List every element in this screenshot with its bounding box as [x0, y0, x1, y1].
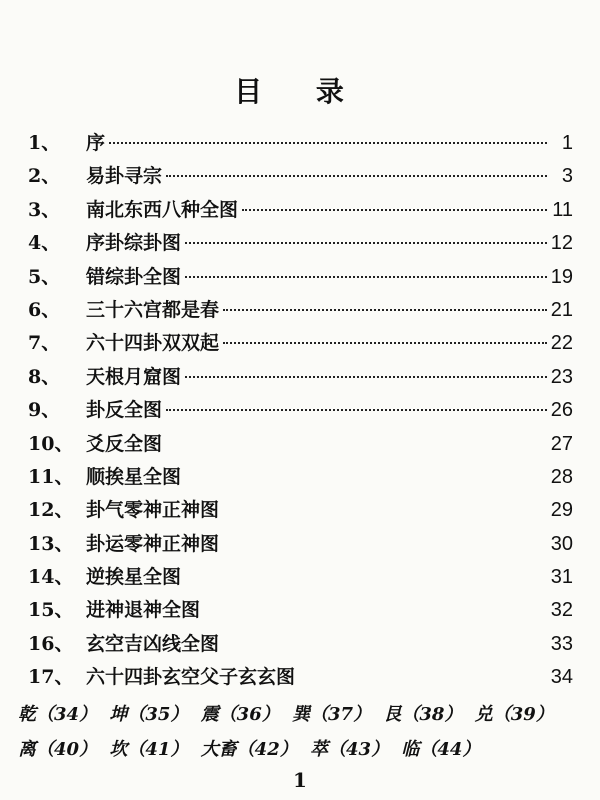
entry-page: 33 — [550, 632, 573, 655]
table-of-contents — [28, 128, 573, 696]
sub-entry[interactable]: 萃（43） — [310, 739, 390, 760]
dot-leader — [223, 543, 547, 545]
entry-number: 8、 — [28, 365, 61, 388]
dot-leader — [299, 676, 547, 678]
entry-label: 卦气零神正神图 — [86, 499, 220, 522]
entry-page: 3 — [561, 165, 573, 188]
toc-entry[interactable] — [28, 529, 573, 562]
toc-entry[interactable] — [28, 228, 573, 261]
toc-entry[interactable] — [28, 128, 573, 161]
entry-page: 32 — [550, 599, 573, 622]
toc-entry[interactable] — [28, 395, 573, 428]
entry-page: 28 — [550, 465, 573, 488]
sub-entry[interactable]: 临（44） — [401, 739, 481, 760]
entry-page: 22 — [550, 332, 573, 355]
entry-page: 27 — [550, 432, 573, 455]
toc-entry[interactable] — [28, 429, 573, 462]
entry-page: 31 — [550, 566, 573, 589]
entry-page: 1 — [561, 132, 573, 154]
entry-number: 11、 — [28, 465, 74, 488]
entry-number: 5、 — [28, 265, 61, 288]
toc-entry[interactable] — [28, 195, 573, 228]
entry-number: 9、 — [28, 399, 61, 422]
entry-page: 23 — [550, 365, 573, 388]
entry-number: 15、 — [28, 599, 74, 622]
entry-page: 26 — [550, 399, 573, 422]
dot-leader — [185, 242, 547, 244]
entry-page: 19 — [550, 265, 573, 288]
sub-entry[interactable]: 乾（34） — [18, 704, 98, 725]
entry-number: 17、 — [28, 666, 74, 689]
dot-leader — [166, 175, 547, 177]
dot-leader — [223, 342, 547, 344]
entry-number: 12、 — [28, 499, 74, 522]
entry-label: 三十六宫都是春 — [86, 298, 220, 321]
sub-entry[interactable]: 大畜（42） — [200, 739, 298, 760]
entry-label: 易卦寻宗 — [86, 165, 163, 188]
entry-label: 六十四卦双双起 — [86, 332, 220, 355]
dot-leader — [185, 376, 547, 378]
toc-entry[interactable] — [28, 262, 573, 295]
entry-label: 天根月窟图 — [86, 365, 182, 388]
toc-entry[interactable] — [28, 161, 573, 194]
dot-leader — [109, 142, 547, 144]
dot-leader — [204, 609, 547, 611]
toc-entry[interactable] — [28, 495, 573, 528]
entry-page: 21 — [550, 298, 573, 321]
dot-leader — [166, 443, 547, 445]
dot-leader — [223, 509, 547, 511]
dot-leader — [223, 309, 547, 311]
entry-label: 逆挨星全图 — [86, 566, 182, 589]
entry-page: 11 — [552, 198, 573, 221]
entry-number: 4、 — [28, 232, 61, 255]
entry-number: 16、 — [28, 632, 74, 655]
dot-leader — [242, 209, 547, 211]
toc-entry[interactable] — [28, 362, 573, 395]
toc-entry[interactable] — [28, 662, 573, 695]
entry-label: 卦运零神正神图 — [86, 532, 220, 555]
entry-label: 顺挨星全图 — [86, 465, 182, 488]
page-number: 1 — [293, 768, 307, 792]
sub-entry[interactable]: 离（40） — [18, 739, 98, 760]
sub-entry[interactable]: 坤（35） — [109, 704, 189, 725]
entry-label: 南北东西八种全图 — [86, 198, 239, 221]
sub-entry[interactable]: 坎（41） — [109, 739, 189, 760]
page-title: 目 录 — [234, 75, 366, 108]
entry-page: 30 — [550, 532, 573, 555]
entry-number: 14、 — [28, 566, 74, 589]
entry-number: 10、 — [28, 432, 74, 455]
sub-entry[interactable]: 震（36） — [200, 704, 280, 725]
sub-entry[interactable]: 艮（38） — [383, 704, 463, 725]
entry-label: 错综卦全图 — [86, 265, 182, 288]
entry-number: 13、 — [28, 532, 74, 555]
entry-number: 7、 — [28, 332, 61, 355]
entry-number: 6、 — [28, 298, 61, 321]
dot-leader — [185, 276, 547, 278]
entry-page: 29 — [550, 499, 573, 522]
dot-leader — [185, 576, 547, 578]
sub-entry[interactable]: 巽（37） — [292, 704, 372, 725]
toc-entry[interactable] — [28, 629, 573, 662]
entry-label: 爻反全图 — [86, 432, 163, 455]
entry-number: 2、 — [28, 165, 61, 188]
entry-page: 34 — [550, 666, 573, 689]
entry-label: 六十四卦玄空父子玄玄图 — [86, 666, 296, 689]
toc-entry[interactable] — [28, 295, 573, 328]
entry-label: 玄空吉凶线全图 — [86, 632, 220, 655]
entry-label: 进神退神全图 — [86, 599, 201, 622]
dot-leader — [166, 409, 547, 411]
sub-entries-line-2 — [18, 735, 578, 761]
toc-entry[interactable] — [28, 462, 573, 495]
dot-leader — [223, 643, 547, 645]
entry-number: 3、 — [28, 198, 61, 221]
toc-entry[interactable] — [28, 328, 573, 361]
entry-label: 卦反全图 — [86, 399, 163, 422]
toc-entry[interactable] — [28, 595, 573, 628]
sub-entries-line-1 — [18, 700, 578, 726]
dot-leader — [185, 476, 547, 478]
entry-number: 1、 — [28, 132, 61, 154]
entry-page: 12 — [550, 232, 573, 255]
entry-label: 序卦综卦图 — [86, 232, 182, 255]
sub-entry[interactable]: 兑（39） — [474, 704, 554, 725]
toc-entry[interactable] — [28, 562, 573, 595]
entry-label: 序 — [86, 132, 106, 154]
